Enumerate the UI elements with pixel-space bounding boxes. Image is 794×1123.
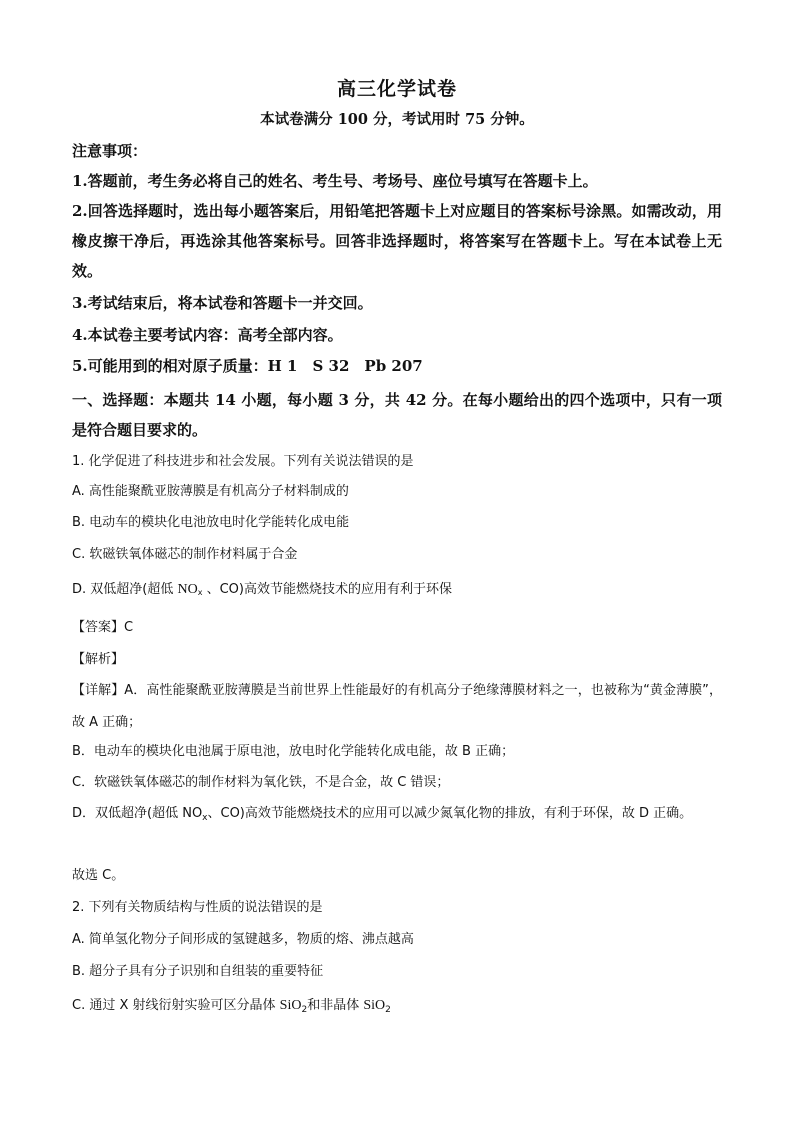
- question-1-answer: 【答案】C: [72, 620, 134, 635]
- question-1-analysis-label: 【解析】: [72, 652, 125, 667]
- option-d-text-start: D. 双低超净(超低: [72, 582, 178, 597]
- note-item-3: 3.考试结束后，将本试卷和答题卡一并交回。: [72, 294, 373, 312]
- detail-d-text-end: 、CO)高效节能燃烧技术的应用可以减少氮氧化物的排放，有利于环保，故 D 正确。: [207, 806, 693, 821]
- question-1-option-d: [72, 580, 722, 603]
- note-item-5: 5.可能用到的相对原子质量：H 1 S 32 Pb 207: [72, 357, 423, 375]
- question-1-conclusion: 故选 C。: [72, 868, 125, 883]
- question-1-detail-b: B．电动车的模块化电池属于原电池，放电时化学能转化成电能，故 B 正确；: [72, 744, 515, 759]
- notes-heading: 注意事项：: [72, 142, 148, 160]
- note-item-4: 4.本试卷主要考试内容：高考全部内容。: [72, 326, 343, 344]
- question-1-detail-d: [72, 798, 722, 834]
- sio2-subscript-1: 2: [301, 1005, 308, 1015]
- nox-formula: NO: [177, 582, 198, 597]
- option-c-text-mid: 和非晶体: [307, 998, 364, 1013]
- section-heading: 一、选择题：本题共 14 小题，每小题 3 分，共 42 分。在每小题给出的四个选项中，只有一项是符合题目要求的。: [72, 391, 722, 439]
- note-item-1: 1.答题前，考生务必将自己的姓名、考生号、考场号、座位号填写在答题卡上。: [72, 172, 598, 190]
- sio2-formula-2: SiO: [363, 998, 386, 1013]
- question-2-option-c: [72, 996, 722, 1020]
- option-c-text-start: C. 通过 X 射线衍射实验可区分晶体: [72, 998, 280, 1013]
- sio2-subscript-2: 2: [385, 1005, 391, 1015]
- note-item-2: 2.回答选择题时，选出每小题答案后，用铅笔把答题卡上对应题目的答案标号涂黑。如需改动，用橡皮擦干净后，再选涂其他答案标号。回答非选择题时，将答案写在答题卡上。写在本试卷上无效。: [72, 202, 722, 280]
- detail-d-text-start: D．双低超净(超低 NO: [72, 806, 203, 821]
- question-2-stem: 2. 下列有关物质结构与性质的说法错误的是: [72, 900, 323, 915]
- question-1-option-a: A. 高性能聚酰亚胺薄膜是有机高分子材料制成的: [72, 484, 349, 499]
- option-d-text-end: 、CO)高效节能燃烧技术的应用有利于环保: [202, 582, 452, 597]
- question-1-option-c: C. 软磁铁氧体磁芯的制作材料属于合金: [72, 547, 298, 562]
- sio2-formula-1: SiO: [279, 998, 302, 1013]
- detail-nox-subscript: x: [202, 813, 208, 823]
- question-1-detail-c: C．软磁铁氧体磁芯的制作材料为氧化铁，不是合金，故 C 错误；: [72, 775, 450, 790]
- question-2-option-a: A. 简单氢化物分子间形成的氢键越多，物质的熔、沸点越高: [72, 932, 414, 947]
- question-1-option-b: B. 电动车的模块化电池放电时化学能转化成电能: [72, 515, 350, 530]
- question-2-option-b: B. 超分子具有分子识别和自组装的重要特征: [72, 964, 324, 979]
- exam-info: 本试卷满分 100 分，考试用时 75 分钟。: [260, 111, 534, 128]
- page-title: 高三化学试卷: [336, 78, 457, 100]
- nox-subscript: x: [197, 588, 203, 597]
- question-1-stem: 1. 化学促进了科技进步和社会发展。下列有关说法错误的是: [72, 454, 414, 469]
- question-1-detail-a: 【详解】A．高性能聚酰亚胺薄膜是当前世界上性能最好的有机高分子绝缘薄膜材料之一，也被称为“黄金薄膜”，故 A 正确；: [72, 683, 722, 730]
